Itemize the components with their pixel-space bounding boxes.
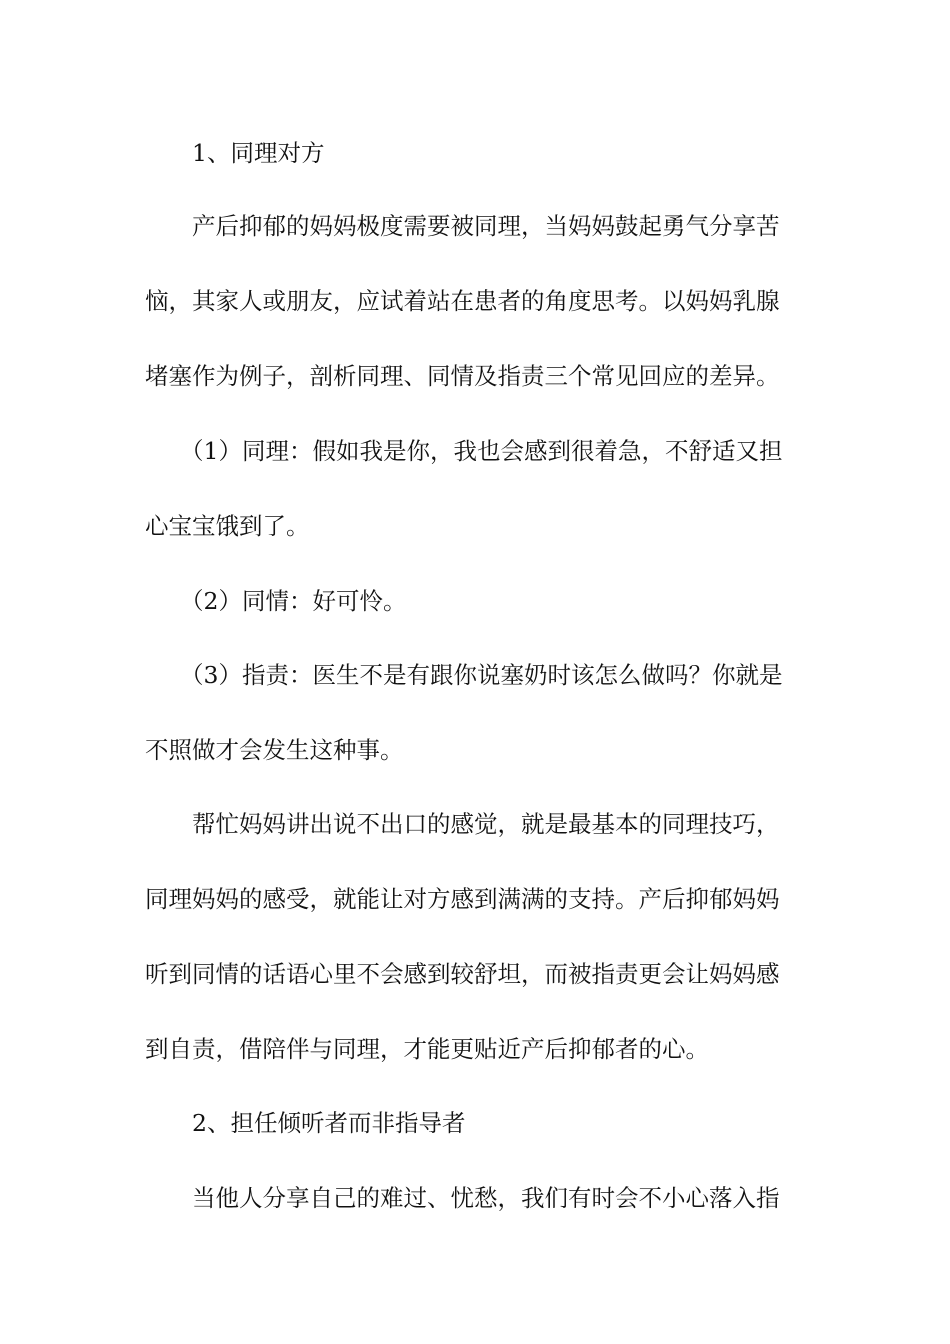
heading-listener: 2、担任倾听者而非指导者 (192, 1109, 466, 1137)
paragraph-line: 心宝宝饿到了。 (145, 512, 310, 540)
paragraph-line: 当他人分享自己的难过、忧愁，我们有时会不小心落入指 (192, 1184, 780, 1212)
paragraph-line: 听到同情的话语心里不会感到较舒坦，而被指责更会让妈妈感 (145, 960, 780, 988)
paragraph-line: 帮忙妈妈讲出说不出口的感觉，就是最基本的同理技巧， (192, 810, 780, 838)
paragraph-line: 产后抑郁的妈妈极度需要被同理，当妈妈鼓起勇气分享苦 (192, 212, 780, 240)
paragraph-line: 不照做才会发生这种事。 (145, 736, 404, 764)
paragraph-line: （1）同理：假如我是你，我也会感到很着急，不舒适又担 (180, 437, 783, 465)
paragraph-line: 到自责，借陪伴与同理，才能更贴近产后抑郁者的心。 (145, 1035, 709, 1063)
paragraph-line: （2）同情：好可怜。 (180, 587, 407, 615)
heading-empathize: 1、同理对方 (192, 139, 325, 167)
paragraph-line: 恼，其家人或朋友，应试着站在患者的角度思考。以妈妈乳腺 (145, 287, 780, 315)
paragraph-line: 堵塞作为例子，剖析同理、同情及指责三个常见回应的差异。 (145, 362, 780, 390)
paragraph-line: 同理妈妈的感受，就能让对方感到满满的支持。产后抑郁妈妈 (145, 885, 780, 913)
paragraph-line: （3）指责：医生不是有跟你说塞奶时该怎么做吗？你就是 (180, 661, 783, 689)
